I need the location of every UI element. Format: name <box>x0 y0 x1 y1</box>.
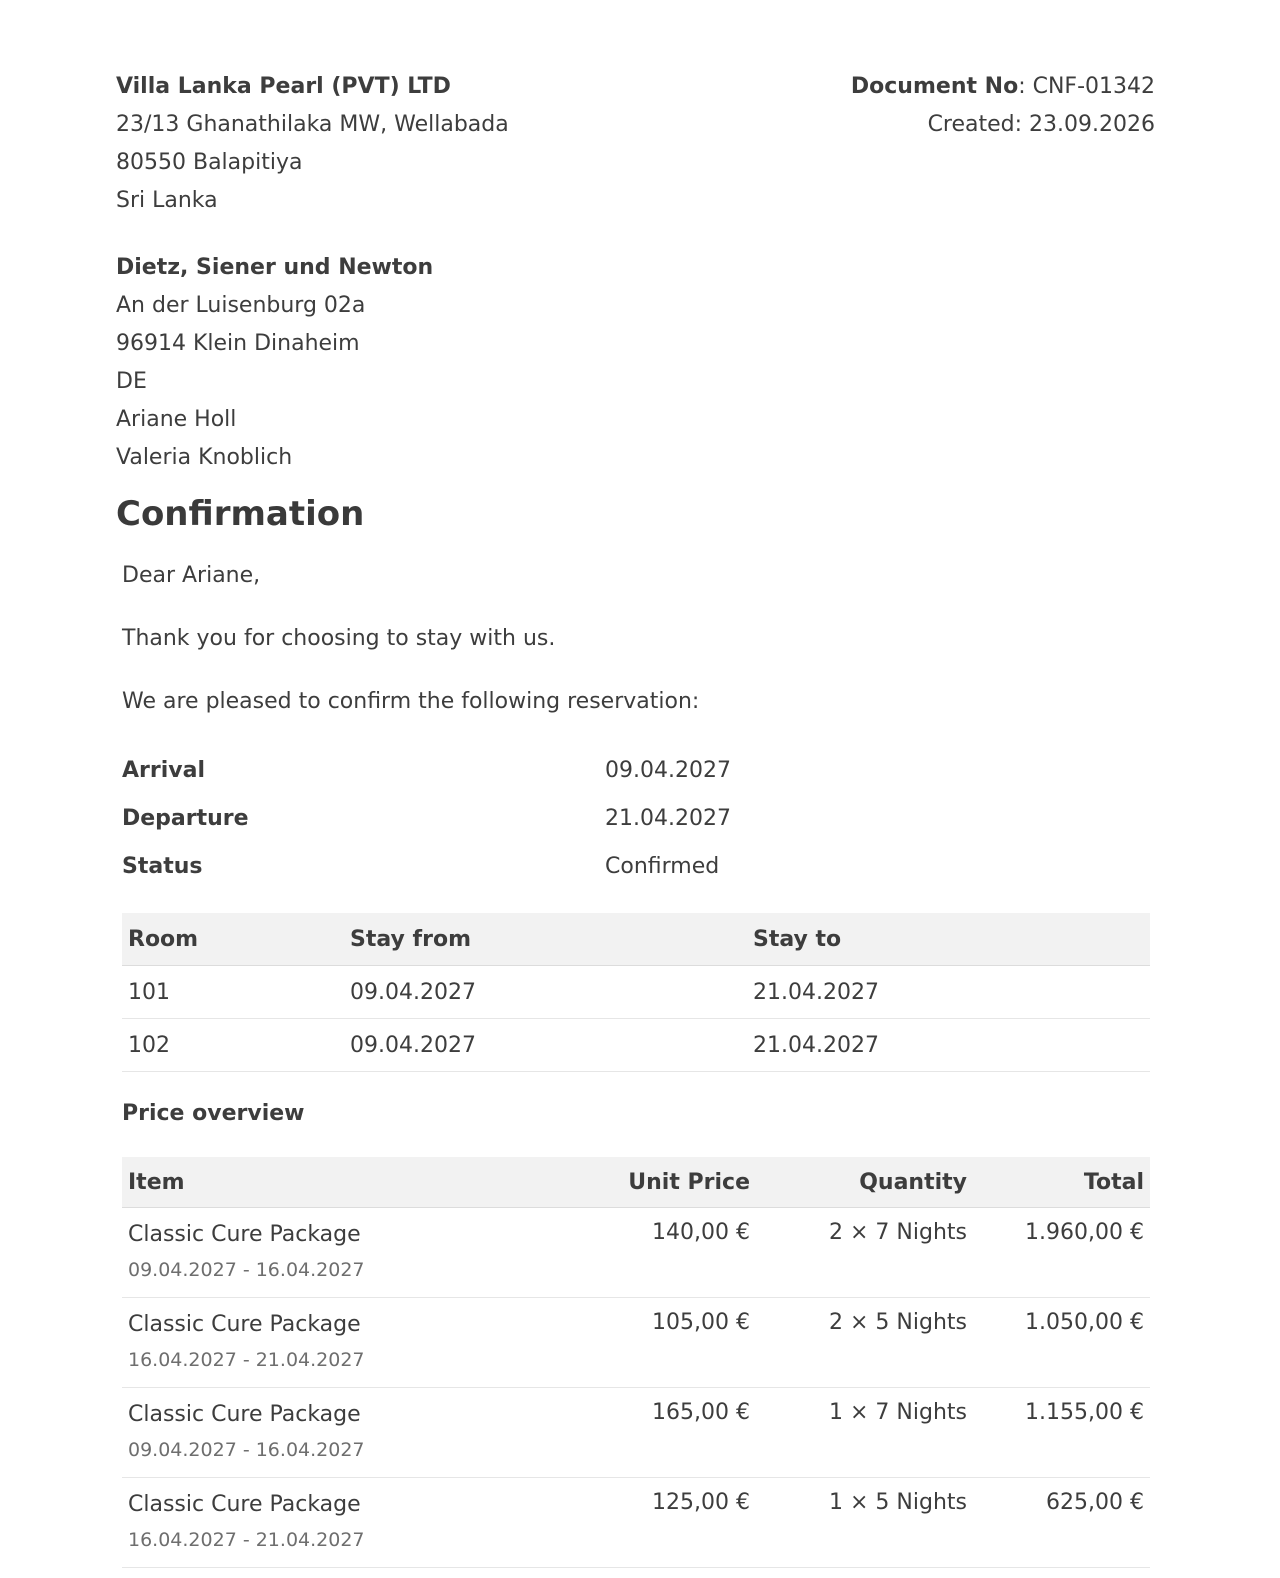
price-unit-price: 140,00 € <box>554 1208 756 1298</box>
reservation-value: Confirmed <box>605 854 720 879</box>
room-number: 102 <box>122 1019 344 1072</box>
letter-intro: We are pleased to confirm the following reservation: <box>122 689 700 714</box>
price-item-cell <box>122 1208 554 1298</box>
sender-country: Sri Lanka <box>116 188 218 213</box>
price-header-unit-price: Unit Price <box>554 1157 756 1208</box>
table-row <box>122 1478 1150 1568</box>
recipient-country: DE <box>116 369 147 394</box>
sender-address <box>116 68 509 220</box>
sender-city: 80550 Balapitiya <box>116 150 303 175</box>
recipient-company: Dietz, Siener und Newton <box>116 255 434 280</box>
reservation-row <box>122 801 822 849</box>
recipient-city: 96914 Klein Dinaheim <box>116 331 360 356</box>
price-total: 1.050,00 € <box>973 1298 1150 1388</box>
reservation-label: Status <box>122 854 203 879</box>
recipient-guest: Valeria Knoblich <box>116 445 293 470</box>
price-header-item: Item <box>122 1157 554 1208</box>
price-item-dates: 16.04.2027 - 21.04.2027 <box>128 1529 365 1551</box>
reservation-label: Arrival <box>122 758 205 783</box>
room-stay-to: 21.04.2027 <box>747 1019 1150 1072</box>
sender-street: 23/13 Ghanathilaka MW, Wellabada <box>116 112 509 137</box>
table-row <box>122 1298 1150 1388</box>
price-item-dates: 09.04.2027 - 16.04.2027 <box>128 1259 365 1281</box>
price-item-name: Classic Cure Package <box>128 1492 361 1517</box>
price-quantity: 1 × 7 Nights <box>756 1388 973 1478</box>
rooms-header-room: Room <box>122 913 344 966</box>
letter-thanks: Thank you for choosing to stay with us. <box>122 626 556 651</box>
price-header-total: Total <box>973 1157 1150 1208</box>
reservation-value: 21.04.2027 <box>605 806 731 831</box>
rooms-header-stay-from: Stay from <box>344 913 747 966</box>
price-quantity: 2 × 7 Nights <box>756 1208 973 1298</box>
room-stay-from: 09.04.2027 <box>344 1019 747 1072</box>
price-item-name: Classic Cure Package <box>128 1402 361 1427</box>
document-number-label: Document No <box>850 74 1019 99</box>
room-stay-from: 09.04.2027 <box>344 966 747 1019</box>
recipient-guest: Ariane Holl <box>116 407 237 432</box>
price-item-cell <box>122 1478 554 1568</box>
document-meta <box>851 68 1155 144</box>
price-item-name: Classic Cure Package <box>128 1312 361 1337</box>
page-title: Confirmation <box>116 494 365 534</box>
price-overview-heading: Price overview <box>122 1101 305 1126</box>
price-item-name: Classic Cure Package <box>128 1222 361 1247</box>
price-quantity: 2 × 5 Nights <box>756 1298 973 1388</box>
table-row <box>122 966 1150 1019</box>
price-item-dates: 16.04.2027 - 21.04.2027 <box>128 1349 365 1371</box>
price-item-cell <box>122 1388 554 1478</box>
room-stay-to: 21.04.2027 <box>747 966 1150 1019</box>
price-header-quantity: Quantity <box>756 1157 973 1208</box>
document-number: CNF-01342 <box>1032 74 1155 99</box>
rooms-header-stay-to: Stay to <box>747 913 1150 966</box>
reservation-value: 09.04.2027 <box>605 758 731 783</box>
reservation-row <box>122 753 822 801</box>
table-row <box>122 1019 1150 1072</box>
price-total: 1.960,00 € <box>973 1208 1150 1298</box>
document-number-line <box>851 68 1155 106</box>
document-number-separator: : <box>1018 74 1033 99</box>
table-row <box>122 1388 1150 1478</box>
table-row <box>122 1208 1150 1298</box>
price-overview-table <box>122 1157 1150 1568</box>
price-item-dates: 09.04.2027 - 16.04.2027 <box>128 1439 365 1461</box>
sender-company: Villa Lanka Pearl (PVT) LTD <box>116 74 451 99</box>
letter-greeting: Dear Ariane, <box>122 563 261 588</box>
price-quantity: 1 × 5 Nights <box>756 1478 973 1568</box>
document-created-date: Created: 23.09.2026 <box>927 112 1155 137</box>
reservation-label: Departure <box>122 806 249 831</box>
price-item-cell <box>122 1298 554 1388</box>
price-unit-price: 125,00 € <box>554 1478 756 1568</box>
rooms-table <box>122 913 1150 1072</box>
price-unit-price: 105,00 € <box>554 1298 756 1388</box>
price-unit-price: 165,00 € <box>554 1388 756 1478</box>
price-total: 1.155,00 € <box>973 1388 1150 1478</box>
price-header-row <box>122 1157 1150 1208</box>
price-total: 625,00 € <box>973 1478 1150 1568</box>
room-number: 101 <box>122 966 344 1019</box>
rooms-header-row <box>122 913 1150 966</box>
reservation-summary <box>122 753 822 897</box>
recipient-address <box>116 249 433 477</box>
reservation-row <box>122 849 822 897</box>
recipient-street: An der Luisenburg 02a <box>116 293 366 318</box>
